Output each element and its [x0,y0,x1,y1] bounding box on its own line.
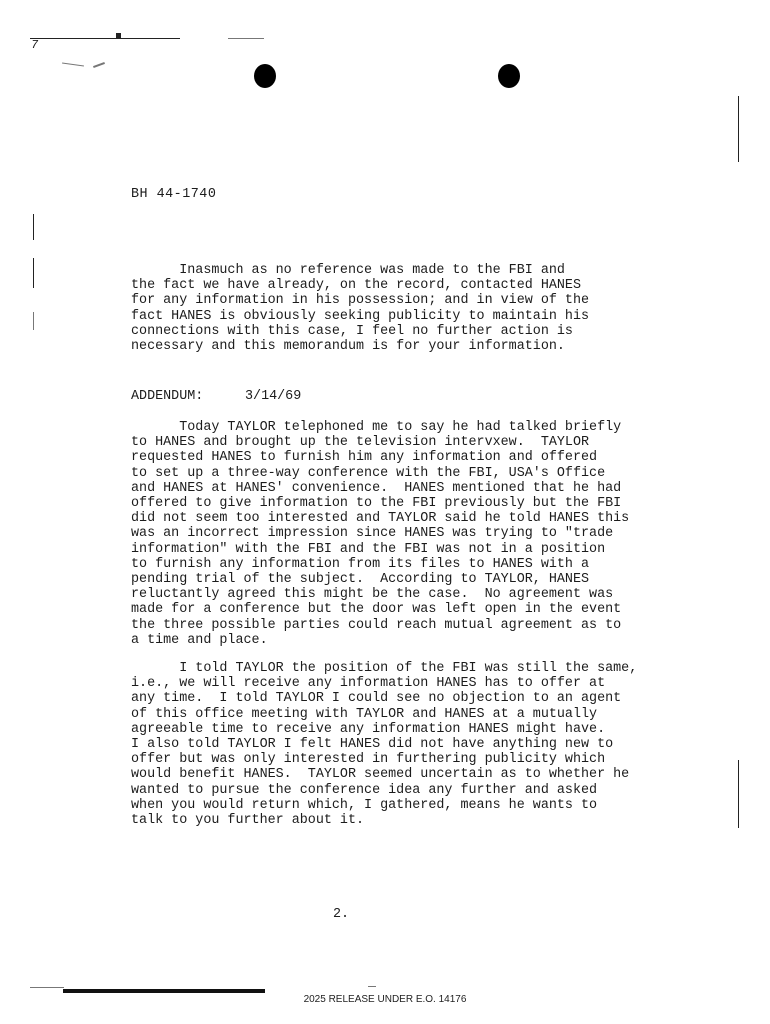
top-scan-mark [116,33,121,39]
left-edge-tick-1 [33,214,34,240]
addendum-paragraph-1: Today TAYLOR telephoned me to say he had talked briefly to HANES and brought up the television intervxew. TAYLOR requested HANES to furnish him any information and offered to set up a three-way conference with the FBI, USA's Office and HANES at HANES' convenience. HANES mentioned that he had offered to give information to the FBI previously but the FBI did not seem too interested and TAYLOR said he told HANES this was an incorrect impression since HANES was trying to "trade information" with the FBI and the FBI was not in a position to furnish any information from its files to HANES with a pending trial of the subject. According to TAYLOR, HANES reluctantly agreed this might be the case. No agreement was made for a conference but the door was left open in the event the three possible parties could reach mutual agreement as to a time and place. [131,420,630,648]
top-corner-mark: 7 [31,38,39,52]
right-edge-line-bottom [738,760,739,828]
right-edge-line-top [738,96,739,162]
top-scan-dash [228,38,264,39]
addendum-label: ADDENDUM: [131,389,204,404]
page-number: 2. [333,907,350,922]
top-scan-rule [30,38,180,39]
punch-hole-right [498,64,520,88]
punch-hole-left [254,64,276,88]
left-edge-tick-2 [33,258,34,288]
addendum-paragraph-2: I told TAYLOR the position of the FBI was still the same, i.e., we will receive any information HANES has to offer at any time. I told TAYLOR I could see no objection to an agent of this office meeting with TAYLOR and HANES at a mutually agreeable time to receive any information HANES might have. I also told TAYLOR I felt HANES did not have anything new to offer but was only interested in furthering publicity which would benefit HANES. TAYLOR seemed uncertain as to whether he wanted to pursue the conference idea any further and asked when you would return which, I gathered, means he wants to talk to you further about it. [131,661,638,829]
corner-scribble-2 [93,62,105,68]
file-reference-number: BH 44-1740 [131,187,217,202]
bottom-scan-hairline [30,987,64,988]
release-footer: 2025 RELEASE UNDER E.O. 14176 [303,994,467,1005]
bottom-scan-dash [368,986,376,987]
addendum-date: 3/14/69 [245,389,302,404]
bottom-scan-bar [63,989,265,993]
memo-paragraph-1: Inasmuch as no reference was made to the FBI and the fact we have already, on the record, contacted HANES for any information in his possession; and in view of the fact HANES is obviously seeking publicity to maintain his connections with this case, I feel no further action is necessary and this memorandum is for your information. [131,263,590,355]
corner-scribble [62,62,84,66]
left-edge-tick-3 [33,312,34,330]
